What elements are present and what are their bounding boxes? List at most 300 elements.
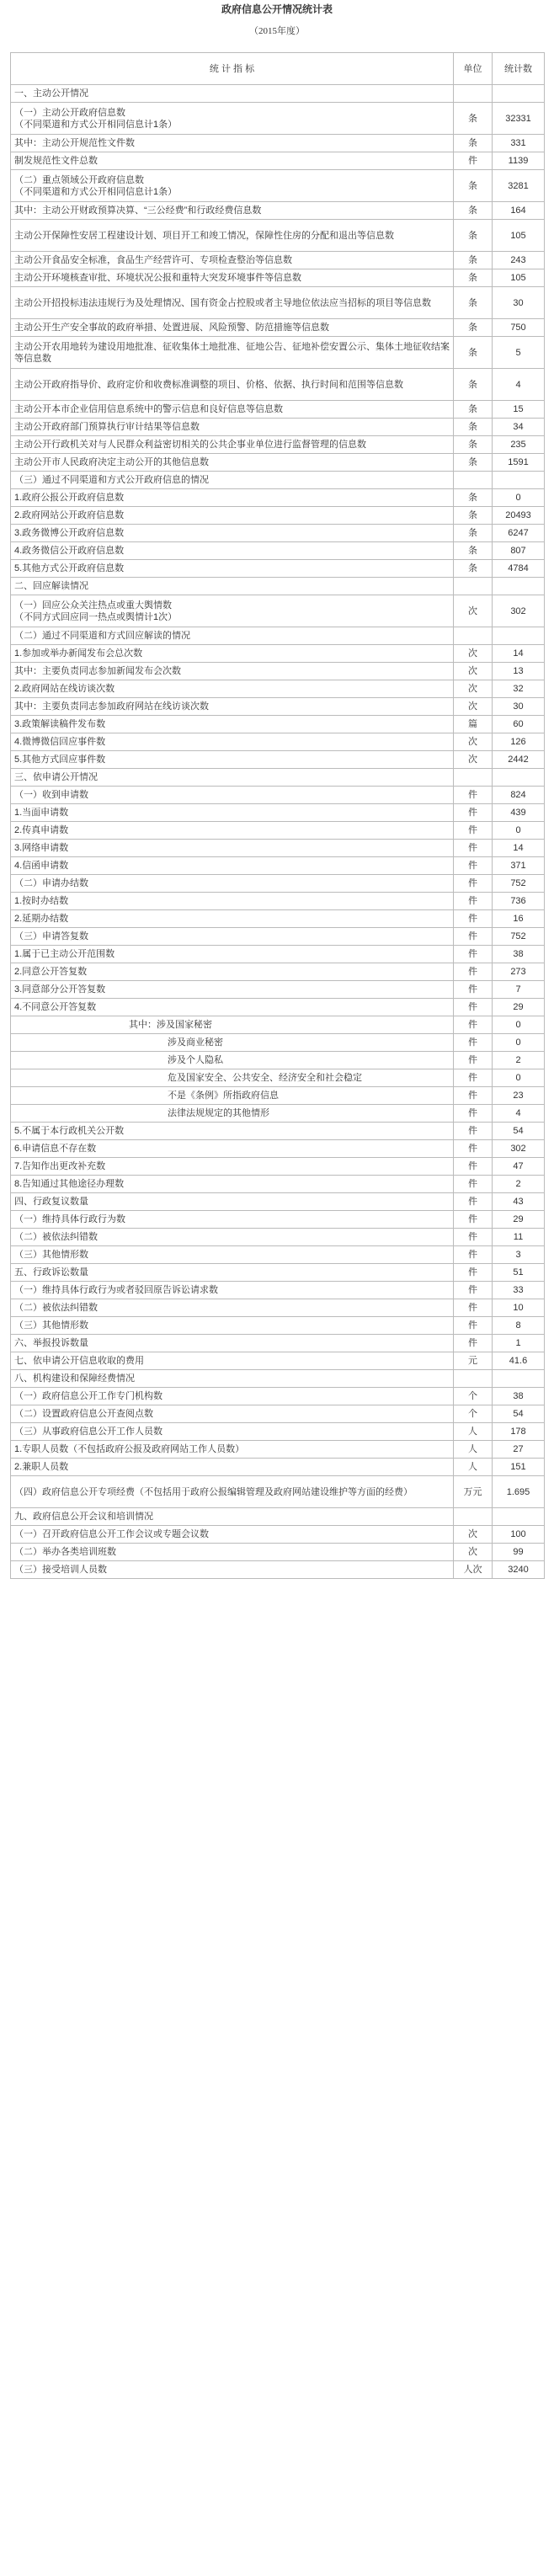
row-label-line: 法律法规规定的其他情形 xyxy=(168,1108,269,1118)
row-label xyxy=(11,401,454,419)
row-label xyxy=(11,1476,454,1508)
row-label-line: 涉及商业秘密 xyxy=(168,1037,223,1048)
table-row xyxy=(11,769,545,787)
row-unit: 条 xyxy=(454,525,493,542)
row-label xyxy=(11,981,454,999)
table-row xyxy=(11,401,545,419)
row-unit: 件 xyxy=(454,1317,493,1335)
table-row xyxy=(11,1211,545,1229)
row-label-line: 四、行政复议数量 xyxy=(14,1197,88,1207)
row-label-line: 5.其他方式公开政府信息数 xyxy=(14,563,125,573)
row-label-line: 7.告知作出更改补充数 xyxy=(14,1161,106,1171)
table-row xyxy=(11,1335,545,1352)
row-unit: 件 xyxy=(454,804,493,822)
row-unit: 件 xyxy=(454,1193,493,1211)
row-value: 0 xyxy=(493,1034,545,1052)
row-unit: 次 xyxy=(454,698,493,716)
row-label-line: （二）设置政府信息公开查阅点数 xyxy=(14,1409,153,1419)
row-unit: 条 xyxy=(454,401,493,419)
row-unit xyxy=(454,578,493,595)
row-label-line: 8.告知通过其他途径办理数 xyxy=(14,1179,125,1189)
row-label xyxy=(11,1526,454,1544)
row-label xyxy=(11,928,454,946)
row-unit: 件 xyxy=(454,1176,493,1193)
row-label xyxy=(11,769,454,787)
row-value: 7 xyxy=(493,981,545,999)
row-label-line: 主动公开政府部门预算执行审计结果等信息数 xyxy=(14,422,200,432)
row-unit xyxy=(454,1370,493,1388)
row-unit: 人 xyxy=(454,1459,493,1476)
row-unit: 件 xyxy=(454,910,493,928)
row-unit: 件 xyxy=(454,1264,493,1282)
row-value: 235 xyxy=(493,436,545,454)
row-label xyxy=(11,1105,454,1123)
row-value: 1591 xyxy=(493,454,545,472)
table-row xyxy=(11,436,545,454)
row-label xyxy=(11,269,454,287)
row-value: 0 xyxy=(493,489,545,507)
table-row xyxy=(11,840,545,857)
row-label-line: 主动公开本市企业信用信息系统中的警示信息和良好信息等信息数 xyxy=(14,404,283,414)
row-value: 54 xyxy=(493,1405,545,1423)
row-value: 29 xyxy=(493,999,545,1016)
row-label xyxy=(11,220,454,252)
row-label xyxy=(11,1405,454,1423)
header-unit: 单位 xyxy=(454,53,493,85)
row-value xyxy=(493,578,545,595)
row-label-line: （不同方式回应同一热点或舆情计1次） xyxy=(14,611,178,622)
row-label-line: 1.政府公报公开政府信息数 xyxy=(14,493,125,503)
row-label-line: 一、主动公开情况 xyxy=(14,88,88,99)
row-unit: 件 xyxy=(454,875,493,893)
table-body xyxy=(11,85,545,1579)
row-unit: 万元 xyxy=(454,1476,493,1508)
table-row xyxy=(11,1561,545,1579)
row-value: 11 xyxy=(493,1229,545,1246)
row-label-line: （三）其他情形数 xyxy=(14,1250,88,1260)
row-unit: 条 xyxy=(454,560,493,578)
row-unit: 元 xyxy=(454,1352,493,1370)
row-unit: 件 xyxy=(454,787,493,804)
row-unit: 件 xyxy=(454,1105,493,1123)
table-row xyxy=(11,680,545,698)
row-value xyxy=(493,85,545,103)
row-label-line: 三、依申请公开情况 xyxy=(14,772,98,782)
row-label xyxy=(11,804,454,822)
row-label xyxy=(11,287,454,319)
row-unit: 条 xyxy=(454,220,493,252)
table-row xyxy=(11,1476,545,1508)
row-unit: 件 xyxy=(454,1282,493,1299)
row-value: 14 xyxy=(493,840,545,857)
row-value: 1 xyxy=(493,1335,545,1352)
row-label-line: 4.不同意公开答复数 xyxy=(14,1002,97,1012)
row-label xyxy=(11,454,454,472)
row-label-line: 其中：主要负责同志参加政府网站在线访谈次数 xyxy=(14,701,209,712)
row-label-line: 八、机构建设和保障经费情况 xyxy=(14,1373,135,1384)
row-label-line: 主动公开生产安全事故的政府举措、处置进展、风险预警、防范措施等信息数 xyxy=(14,323,329,333)
row-label-line: （二）申请办结数 xyxy=(14,878,88,888)
row-label xyxy=(11,595,454,627)
row-value: 10 xyxy=(493,1299,545,1317)
row-unit: 条 xyxy=(454,369,493,401)
row-label xyxy=(11,1335,454,1352)
table-row xyxy=(11,220,545,252)
table-row xyxy=(11,733,545,751)
row-label-line: 七、依申请公开信息收取的费用 xyxy=(14,1356,144,1366)
row-label xyxy=(11,1193,454,1211)
row-label-line: 2.政府网站在线访谈次数 xyxy=(14,684,115,694)
table-row xyxy=(11,627,545,645)
row-label-line: 九、政府信息公开会议和培训情况 xyxy=(14,1512,153,1522)
table-row xyxy=(11,981,545,999)
table-row xyxy=(11,472,545,489)
row-label xyxy=(11,1282,454,1299)
table-row xyxy=(11,751,545,769)
row-unit: 件 xyxy=(454,857,493,875)
row-label xyxy=(11,170,454,202)
row-value: 38 xyxy=(493,1388,545,1405)
row-value: 13 xyxy=(493,663,545,680)
table-row xyxy=(11,252,545,269)
row-label-line: 4.信函申请数 xyxy=(14,861,69,871)
row-label xyxy=(11,1561,454,1579)
table-row xyxy=(11,787,545,804)
row-label-line: 不是《条例》所指政府信息 xyxy=(168,1091,279,1101)
row-unit: 个 xyxy=(454,1405,493,1423)
table-row xyxy=(11,1176,545,1193)
row-unit: 件 xyxy=(454,1158,493,1176)
row-label-line: 2.同意公开答复数 xyxy=(14,967,88,977)
row-label xyxy=(11,436,454,454)
row-label xyxy=(11,507,454,525)
row-label xyxy=(11,525,454,542)
row-unit: 人 xyxy=(454,1423,493,1441)
row-label-line: 制发规范性文件总数 xyxy=(14,156,98,166)
row-label xyxy=(11,1508,454,1526)
row-unit: 件 xyxy=(454,946,493,963)
row-value: 331 xyxy=(493,135,545,152)
row-label-line: 4.微博微信回应事件数 xyxy=(14,737,106,747)
row-value: 16 xyxy=(493,910,545,928)
table-row xyxy=(11,269,545,287)
row-label xyxy=(11,1544,454,1561)
row-value: 243 xyxy=(493,252,545,269)
row-value: 824 xyxy=(493,787,545,804)
row-unit xyxy=(454,85,493,103)
row-unit: 条 xyxy=(454,252,493,269)
row-label-line: 3.网络申请数 xyxy=(14,843,69,853)
report-subtitle: （2015年度） xyxy=(249,26,305,36)
row-label xyxy=(11,716,454,733)
row-unit: 件 xyxy=(454,928,493,946)
row-unit: 件 xyxy=(454,1034,493,1052)
row-label xyxy=(11,946,454,963)
row-label xyxy=(11,751,454,769)
row-value: 15 xyxy=(493,401,545,419)
row-label xyxy=(11,875,454,893)
row-label xyxy=(11,627,454,645)
row-label xyxy=(11,103,454,135)
table-row xyxy=(11,135,545,152)
row-unit: 条 xyxy=(454,103,493,135)
table-row xyxy=(11,928,545,946)
row-label-line: （一）回应公众关注热点或重大舆情数 xyxy=(14,600,172,611)
row-label-line: 主动公开保障性安居工程建设计划、项目开工和竣工情况，保障性住房的分配和退出等信息数 xyxy=(14,230,394,241)
row-value: 3240 xyxy=(493,1561,545,1579)
row-unit: 条 xyxy=(454,454,493,472)
table-row xyxy=(11,857,545,875)
row-unit: 次 xyxy=(454,1544,493,1561)
row-unit: 件 xyxy=(454,1229,493,1246)
row-unit: 件 xyxy=(454,999,493,1016)
row-label-line: 2.延期办结数 xyxy=(14,914,69,924)
row-value: 752 xyxy=(493,875,545,893)
table-row xyxy=(11,1317,545,1335)
row-label-line: 二、回应解读情况 xyxy=(14,581,88,591)
table-row xyxy=(11,595,545,627)
table-row xyxy=(11,170,545,202)
row-value: 2 xyxy=(493,1052,545,1069)
row-label xyxy=(11,1317,454,1335)
row-label xyxy=(11,85,454,103)
row-label xyxy=(11,578,454,595)
row-value: 29 xyxy=(493,1211,545,1229)
row-value: 38 xyxy=(493,946,545,963)
table-row xyxy=(11,875,545,893)
row-unit: 条 xyxy=(454,489,493,507)
row-value: 41.6 xyxy=(493,1352,545,1370)
row-value: 1139 xyxy=(493,152,545,170)
table-row xyxy=(11,1158,545,1176)
table-row xyxy=(11,1388,545,1405)
row-label xyxy=(11,910,454,928)
row-value: 302 xyxy=(493,595,545,627)
row-label-line: （二）被依法纠错数 xyxy=(14,1232,98,1242)
table-row xyxy=(11,1246,545,1264)
table-row xyxy=(11,1264,545,1282)
table-row xyxy=(11,1034,545,1052)
row-label-line: （三）其他情形数 xyxy=(14,1320,88,1331)
row-label-line: 六、举报投诉数量 xyxy=(14,1338,88,1348)
table-row xyxy=(11,1544,545,1561)
row-label xyxy=(11,1140,454,1158)
row-label-line: 2.传真申请数 xyxy=(14,825,69,835)
row-label-line: （一）收到申请数 xyxy=(14,790,88,800)
row-value: 371 xyxy=(493,857,545,875)
row-label xyxy=(11,489,454,507)
table-row xyxy=(11,454,545,472)
table-row xyxy=(11,1282,545,1299)
row-label xyxy=(11,645,454,663)
row-value: 0 xyxy=(493,822,545,840)
row-label-line: （三）申请答复数 xyxy=(14,931,88,941)
table-row xyxy=(11,1140,545,1158)
row-label-line: 6.申请信息不存在数 xyxy=(14,1144,97,1154)
row-label xyxy=(11,893,454,910)
row-label-line: 3.政策解读稿件发布数 xyxy=(14,719,106,729)
table-row xyxy=(11,419,545,436)
row-unit: 条 xyxy=(454,269,493,287)
row-label-line: 其中：主要负责同志参加新闻发布会次数 xyxy=(14,666,181,676)
row-label xyxy=(11,1034,454,1052)
row-value: 30 xyxy=(493,287,545,319)
row-unit xyxy=(454,472,493,489)
row-unit: 件 xyxy=(454,1299,493,1317)
row-value: 20493 xyxy=(493,507,545,525)
row-value xyxy=(493,769,545,787)
row-label xyxy=(11,698,454,716)
row-label xyxy=(11,1441,454,1459)
row-value: 32 xyxy=(493,680,545,698)
row-label-line: 4.政务微信公开政府信息数 xyxy=(14,546,125,556)
row-unit xyxy=(454,769,493,787)
row-value xyxy=(493,472,545,489)
table-row xyxy=(11,202,545,220)
row-unit: 条 xyxy=(454,419,493,436)
row-label-line: 1.参加或举办新闻发布会总次数 xyxy=(14,648,143,659)
table-row xyxy=(11,1405,545,1423)
row-value: 807 xyxy=(493,542,545,560)
row-value: 34 xyxy=(493,419,545,436)
table-row xyxy=(11,822,545,840)
row-label xyxy=(11,1264,454,1282)
row-label xyxy=(11,542,454,560)
row-label-line: 危及国家安全、公共安全、经济安全和社会稳定 xyxy=(168,1073,362,1083)
row-label xyxy=(11,1211,454,1229)
row-label-line: 涉及个人隐私 xyxy=(168,1055,223,1065)
row-label-line: （三）通过不同渠道和方式公开政府信息的情况 xyxy=(14,475,209,485)
row-value: 439 xyxy=(493,804,545,822)
report-title: 政府信息公开情况统计表 xyxy=(221,3,333,15)
row-value: 33 xyxy=(493,1282,545,1299)
table-row xyxy=(11,1193,545,1211)
row-unit: 件 xyxy=(454,1335,493,1352)
row-label xyxy=(11,1016,454,1034)
header-indicator: 统 计 指 标 xyxy=(11,53,454,85)
row-label xyxy=(11,733,454,751)
table-row xyxy=(11,1299,545,1317)
row-label-line: 2.兼职人员数 xyxy=(14,1462,69,1472)
row-value: 32331 xyxy=(493,103,545,135)
row-unit: 条 xyxy=(454,135,493,152)
row-label-line: （一）政府信息公开工作专门机构数 xyxy=(14,1391,162,1401)
row-unit: 件 xyxy=(454,1052,493,1069)
row-value: 302 xyxy=(493,1140,545,1158)
row-unit xyxy=(454,1508,493,1526)
table-row xyxy=(11,560,545,578)
row-value: 14 xyxy=(493,645,545,663)
row-value: 43 xyxy=(493,1193,545,1211)
row-label xyxy=(11,1388,454,1405)
row-label-line: 其中：主动公开财政预算决算、“三公经费”和行政经费信息数 xyxy=(14,205,262,216)
row-unit: 件 xyxy=(454,1123,493,1140)
row-unit: 人 xyxy=(454,1441,493,1459)
table-row xyxy=(11,1052,545,1069)
row-value: 273 xyxy=(493,963,545,981)
table-row xyxy=(11,1423,545,1441)
row-label-line: （不同渠道和方式公开相同信息计1条） xyxy=(14,119,178,130)
table-row xyxy=(11,337,545,369)
row-value: 151 xyxy=(493,1459,545,1476)
row-value: 60 xyxy=(493,716,545,733)
row-value: 0 xyxy=(493,1016,545,1034)
stats-table xyxy=(10,52,545,1579)
row-value: 2 xyxy=(493,1176,545,1193)
row-value: 100 xyxy=(493,1526,545,1544)
row-label xyxy=(11,1246,454,1264)
table-row xyxy=(11,1526,545,1544)
table-header-row xyxy=(11,53,545,85)
row-unit: 次 xyxy=(454,645,493,663)
row-unit: 件 xyxy=(454,1087,493,1105)
row-label xyxy=(11,419,454,436)
row-label-line: 主动公开行政机关对与人民群众利益密切相关的公共企事业单位进行监督管理的信息数 xyxy=(14,440,366,450)
table-row xyxy=(11,999,545,1016)
row-value: 4784 xyxy=(493,560,545,578)
table-row xyxy=(11,1508,545,1526)
row-value: 4 xyxy=(493,369,545,401)
row-label-line: （一）召开政府信息公开工作会议或专题会议数 xyxy=(14,1529,209,1539)
row-value: 105 xyxy=(493,269,545,287)
table-row xyxy=(11,1441,545,1459)
row-label xyxy=(11,1069,454,1087)
row-label-line: （四）政府信息公开专项经费（不包括用于政府公报编辑管理及政府网站建设维护等方面的经费） xyxy=(14,1486,413,1497)
row-unit: 条 xyxy=(454,319,493,337)
row-value: 54 xyxy=(493,1123,545,1140)
row-label-line: 主动公开农用地转为建设用地批准、征收集体土地批准、征地公告、征地补偿安置公示、集体土地征收结案等信息数 xyxy=(14,341,450,364)
table-row xyxy=(11,1069,545,1087)
table-row xyxy=(11,287,545,319)
row-unit: 件 xyxy=(454,1246,493,1264)
row-value: 3 xyxy=(493,1246,545,1264)
row-label xyxy=(11,1158,454,1176)
row-value: 126 xyxy=(493,733,545,751)
row-unit: 条 xyxy=(454,287,493,319)
row-label-line: （三）接受培训人员数 xyxy=(14,1565,107,1575)
row-value: 105 xyxy=(493,220,545,252)
table-row xyxy=(11,663,545,680)
row-unit: 个 xyxy=(454,1388,493,1405)
table-row xyxy=(11,698,545,716)
row-unit: 次 xyxy=(454,663,493,680)
row-unit: 件 xyxy=(454,840,493,857)
row-label xyxy=(11,560,454,578)
table-row xyxy=(11,1229,545,1246)
table-row xyxy=(11,489,545,507)
row-label xyxy=(11,337,454,369)
row-label xyxy=(11,472,454,489)
row-label xyxy=(11,663,454,680)
row-value: 0 xyxy=(493,1069,545,1087)
row-label-line: 其中：涉及国家秘密 xyxy=(129,1020,212,1030)
table-row xyxy=(11,152,545,170)
row-unit: 条 xyxy=(454,337,493,369)
row-unit: 件 xyxy=(454,893,493,910)
row-label xyxy=(11,369,454,401)
row-value: 4 xyxy=(493,1105,545,1123)
table-row xyxy=(11,578,545,595)
row-label-line: （一）维持具体行政行为数 xyxy=(14,1214,125,1224)
row-value: 30 xyxy=(493,698,545,716)
row-label-line: 1.按时办结数 xyxy=(14,896,69,906)
row-label xyxy=(11,1299,454,1317)
row-label-line: 2.政府网站公开政府信息数 xyxy=(14,510,125,520)
row-label xyxy=(11,857,454,875)
row-unit: 条 xyxy=(454,202,493,220)
row-label xyxy=(11,319,454,337)
row-unit: 次 xyxy=(454,733,493,751)
